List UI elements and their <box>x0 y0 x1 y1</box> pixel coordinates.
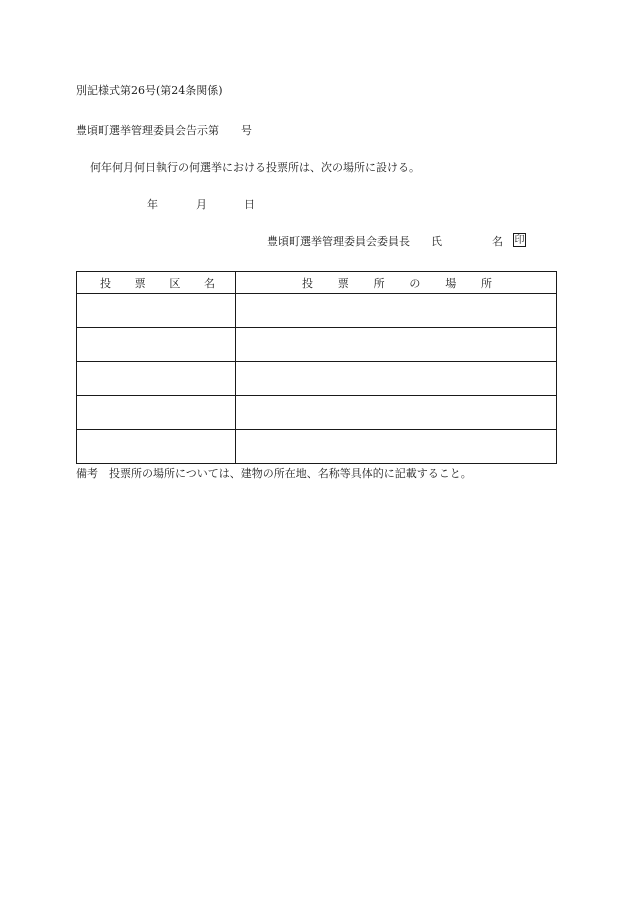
given-name-label: 名 <box>492 235 503 248</box>
header-char: 所 <box>480 276 492 290</box>
table-row <box>77 396 557 430</box>
header-char: の <box>409 276 421 290</box>
form-number: 別記様式第26号(第24条関係) <box>76 84 223 97</box>
table-row <box>77 294 557 328</box>
header-char: 投 <box>302 276 313 290</box>
district-cell[interactable] <box>77 362 236 396</box>
header-char: 票 <box>337 276 349 290</box>
header-char: 名 <box>203 276 215 290</box>
header-char: 票 <box>134 276 146 290</box>
district-cell[interactable] <box>77 396 236 430</box>
table-row <box>77 362 557 396</box>
body-text: 何年何月何日執行の何選挙における投票所は、次の場所に設ける。 <box>90 161 420 174</box>
place-cell[interactable] <box>236 328 557 362</box>
remarks-note: 備考 投票所の場所については、建物の所在地、名称等具体的に記載すること。 <box>76 467 472 480</box>
header-char: 投 <box>100 276 111 290</box>
day-label: 日 <box>244 198 255 211</box>
district-cell[interactable] <box>77 328 236 362</box>
place-cell[interactable] <box>236 294 557 328</box>
district-cell[interactable] <box>77 430 236 464</box>
table-row <box>77 328 557 362</box>
month-label: 月 <box>196 198 207 211</box>
surname-label: 氏 <box>431 235 442 248</box>
header-district-name <box>77 272 236 294</box>
place-cell[interactable] <box>236 362 557 396</box>
signer-title: 豊頃町選挙管理委員会委員長 <box>267 235 410 248</box>
place-cell[interactable] <box>236 396 557 430</box>
header-polling-place <box>236 272 557 294</box>
header-char: 所 <box>373 276 385 290</box>
header-char: 場 <box>445 276 457 290</box>
table-row <box>77 430 557 464</box>
polling-place-table <box>76 271 557 464</box>
place-cell[interactable] <box>236 430 557 464</box>
seal-mark: 印 <box>514 235 525 246</box>
year-label: 年 <box>147 198 158 211</box>
district-cell[interactable] <box>77 294 236 328</box>
notice-heading: 豊頃町選挙管理委員会告示第 号 <box>76 124 252 137</box>
table-header-row <box>77 272 557 294</box>
header-char: 区 <box>169 276 181 290</box>
